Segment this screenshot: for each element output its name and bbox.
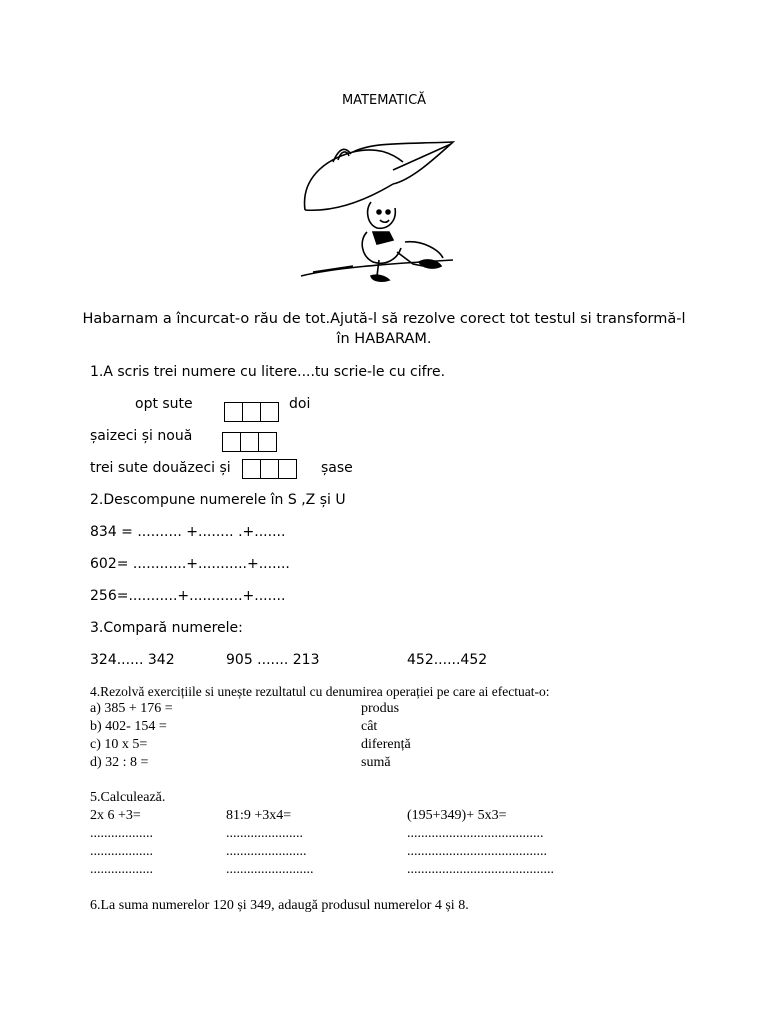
ex4-title: 4.Rezolvă exercițiile si unește rezultatul cu denumirea operației pe care ai efectuat-o: bbox=[90, 684, 550, 699]
ex5-col2-expr: 81:9 +3x4= bbox=[226, 808, 292, 823]
ex1-digit-boxes-3[interactable] bbox=[242, 459, 297, 479]
ex4-expr-c: c) 10 x 5= bbox=[90, 737, 148, 752]
ex1-row1-right: doi bbox=[289, 396, 311, 412]
ex5-col2-dots: ...................... bbox=[226, 826, 303, 841]
ex4-op-d: sumă bbox=[361, 755, 391, 770]
ex1-row3-left: trei sute douăzeci și bbox=[90, 460, 231, 476]
ex2-line-1: 834 = .......... +........ .+....... bbox=[90, 524, 286, 540]
intro-line-2: în HABARAM. bbox=[336, 331, 432, 347]
ex1-row1-left: opt sute bbox=[135, 396, 193, 412]
ex1-row3-right: șase bbox=[321, 460, 353, 476]
ex4-expr-a: a) 385 + 176 = bbox=[90, 701, 173, 716]
ex1-digit-boxes-2[interactable] bbox=[222, 432, 277, 452]
ex5-col3-dots: .......................................... bbox=[407, 862, 554, 877]
intro-line-1: Habarnam a încurcat-o rău de tot.Ajută-l să rezolve corect tot testul si transformă-l bbox=[82, 311, 686, 327]
ex4-expr-d: d) 32 : 8 = bbox=[90, 755, 149, 770]
ex1-title: 1.A scris trei numere cu litere....tu scrie-le cu cifre. bbox=[90, 364, 446, 380]
ex1-digit-boxes-1[interactable] bbox=[224, 402, 279, 422]
ex6-title: 6.La suma numerelor 120 și 349, adaugă produsul numerelor 4 și 8. bbox=[90, 898, 469, 913]
ex5-col2-dots: ....................... bbox=[226, 844, 307, 859]
ex2-line-3: 256=...........+............+....... bbox=[90, 588, 286, 604]
ex3-item-3: 452......452 bbox=[407, 652, 488, 668]
ex5-col1-dots: .................. bbox=[90, 844, 153, 859]
ex3-title: 3.Compară numerele: bbox=[90, 620, 243, 636]
ex4-op-b: cât bbox=[361, 719, 378, 734]
ex3-item-1: 324...... 342 bbox=[90, 652, 175, 668]
habarnam-illustration bbox=[293, 140, 463, 295]
ex5-col3-expr: (195+349)+ 5x3= bbox=[407, 808, 507, 823]
ex3-item-2: 905 ....... 213 bbox=[226, 652, 320, 668]
page-title: MATEMATICĂ bbox=[341, 93, 427, 108]
ex5-col1-dots: .................. bbox=[90, 826, 153, 841]
ex4-expr-b: b) 402- 154 = bbox=[90, 719, 167, 734]
ex5-title: 5.Calculează. bbox=[90, 790, 166, 805]
ex5-col2-dots: ......................... bbox=[226, 862, 314, 877]
ex4-op-a: produs bbox=[361, 701, 400, 716]
ex1-row2-left: șaizeci și nouă bbox=[90, 428, 193, 444]
ex2-line-2: 602= ............+...........+....... bbox=[90, 556, 290, 572]
ex5-col3-dots: ........................................ bbox=[407, 844, 547, 859]
ex5-col1-expr: 2x 6 +3= bbox=[90, 808, 141, 823]
ex2-title: 2.Descompune numerele în S ,Z și U bbox=[90, 492, 346, 508]
ex4-op-c: diferență bbox=[361, 737, 411, 752]
ex5-col1-dots: .................. bbox=[90, 862, 153, 877]
ex5-col3-dots: ....................................... bbox=[407, 826, 544, 841]
